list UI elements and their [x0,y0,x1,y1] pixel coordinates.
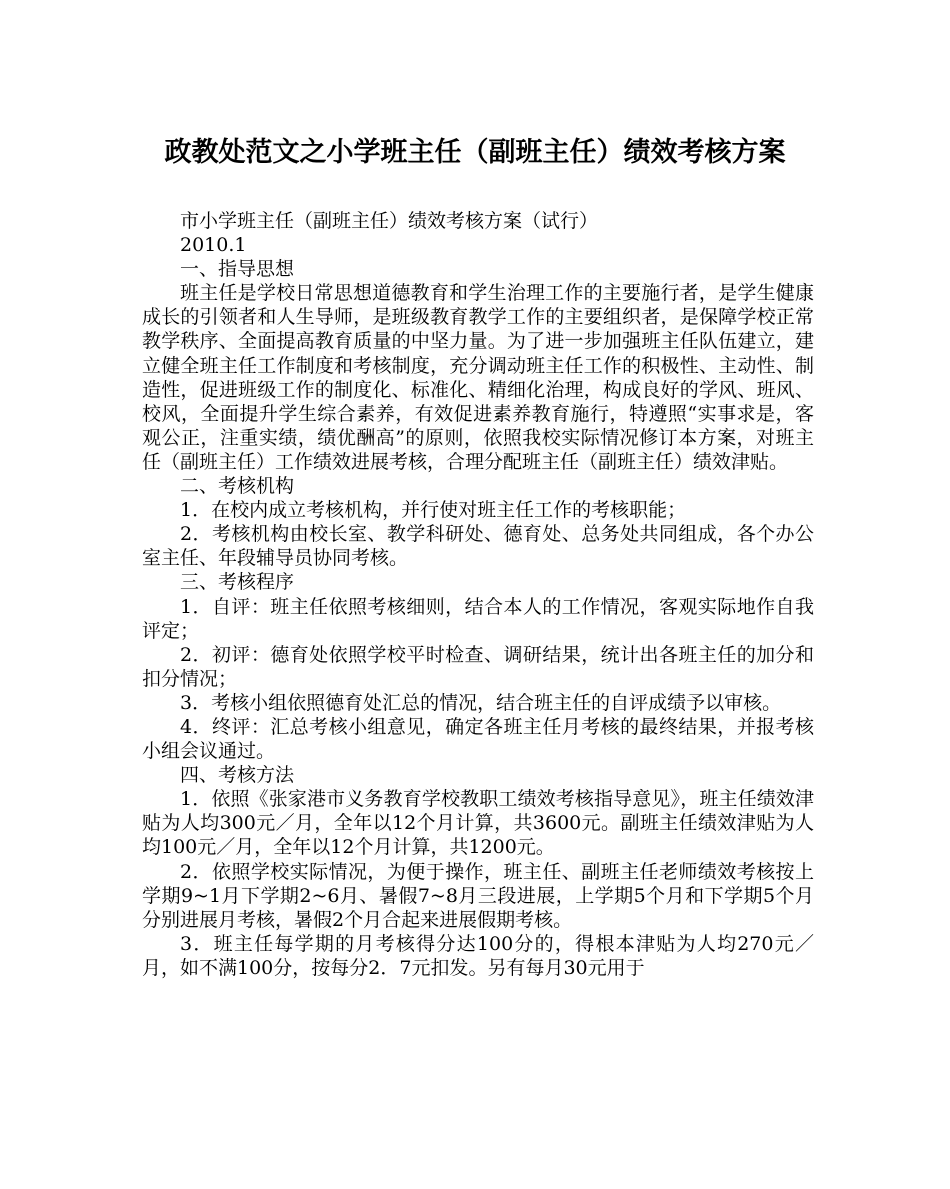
paragraph-procedure-final-evaluation: 4．终评：汇总考核小组意见，确定各班主任月考核的最终结果，并报考核小组会议通过。 [142,715,814,763]
paragraph-method-1: 1．依照《张家港市义务教育学校教职工绩效考核指导意见》，班主任绩效津贴为人均300元／月，全年以12个月计算，共3600元。副班主任绩效津贴为人均100元／月，全年以12个月计算，共1200元。 [142,788,814,859]
document-title: 政教处范文之小学班主任（副班主任）绩效考核方案 [164,137,786,168]
paragraph-method-2: 2．依照学校实际情况，为便于操作，班主任、副班主任老师绩效考核按上学期9~1月下学期2~6月、暑假7~8月三段进展，上学期5个月和下学期5个月分别进展月考核，暑假2个月合起来进展假期考核。 [142,860,814,931]
paragraph-procedure-initial-evaluation: 2．初评：德育处依照学校平时检查、调研结果，统计出各班主任的加分和扣分情况； [142,643,814,690]
paragraph-subtitle: 市小学班主任（副班主任）绩效考核方案（试行） [180,210,599,232]
section-heading-assessment-method: 四、考核方法 [180,764,295,787]
paragraph-method-3: 3．班主任每学期的月考核得分达100分的，得根本津贴为人均270元／月，如不满100分，按每分2．7元扣发。另有每月30元用于 [142,932,814,979]
section-heading-guiding-ideology: 一、指导思想 [180,258,295,281]
paragraph-assessment-body-2: 2．考核机构由校长室、教学科研处、德育处、总务处共同组成，各个办公室主任、年段辅导员协同考核。 [142,523,814,570]
document-body [142,209,814,980]
section-heading-assessment-procedure: 三、考核程序 [180,571,295,594]
paragraph-date: 2010.1 [180,234,247,257]
paragraph-procedure-review: 3．考核小组依照德育处汇总的情况，结合班主任的自评成绩予以审核。 [180,691,782,714]
section-heading-assessment-body: 二、考核机构 [180,475,295,498]
paragraph-guiding-ideology: 班主任是学校日常思想道德教育和学生治理工作的主要施行者，是学生健康成长的引领者和人生导师，是班级教育教学工作的主要组织者，是保障学校正常教学秩序、全面提高教育质量的中坚力量。为了进一步加强班主任队伍建立，建立健全班主任工作制度和考核制度，充分调动班主任工作的积极性、主动性、制造性，促进班级工作的制度化、标准化、精细化治理，构成良好的学风、班风、校风，全面提升学生综合素养，有效促进素养教育施行，特遵照“实事求是，客观公正，注重实绩，绩优酬高”的原则，依照我校实际情况修订本方案，对班主任（副班主任）工作绩效进展考核，合理分配班主任（副班主任）绩效津贴。 [142,282,814,473]
paragraph-assessment-body-1: 1．在校内成立考核机构，并行使对班主任工作的考核职能； [180,499,687,522]
paragraph-procedure-self-evaluation: 1．自评：班主任依照考核细则，结合本人的工作情况，客观实际地作自我评定； [142,595,814,642]
